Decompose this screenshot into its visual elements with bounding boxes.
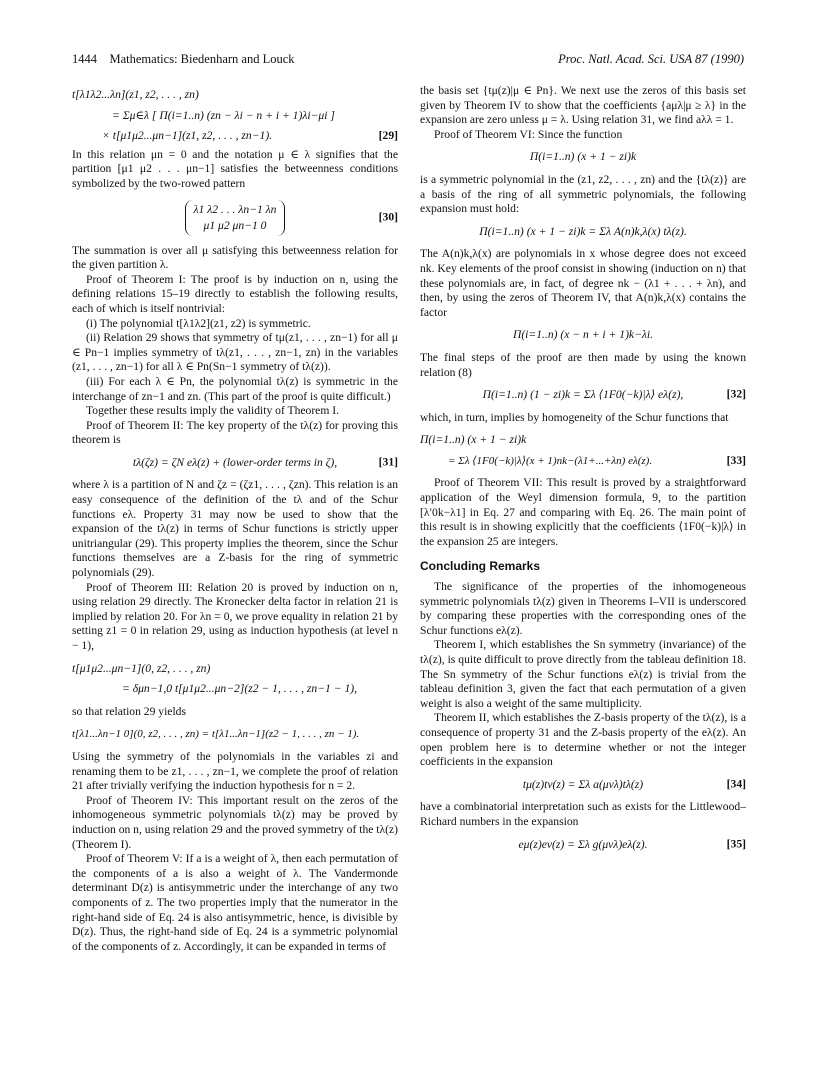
equation-expansion: Π(i=1..n) (x + 1 − zi)k = Σλ A(n)k,λ(x) tλ(z).: [479, 224, 687, 238]
eqA-line1: t[μ1μ2...μn−1](0, z2, . . . , zn): [72, 661, 211, 675]
eq30-number: [30]: [378, 210, 398, 224]
paragraph: is a symmetric polynomial in the (z1, z2, . . . , zn) and the {tλ(z)} are a basis of the ring of all symmetric polynomials, the following expansion must hold:: [420, 172, 746, 216]
equation-32: [420, 388, 746, 403]
eq32-number: [32]: [726, 388, 746, 402]
eqA-line2: = δμn−1,0 t[μ1μ2...μn−2](z2 − 1, . . . , zn−1 − 1),: [122, 682, 358, 696]
paragraph: The significance of the properties of the inhomogeneous symmetric polynomials tλ(z) given in Theorems I–VII is underscored by comparing these properties with the corresponding ones of the Schur functions eλ(z).: [420, 580, 746, 637]
paragraph: The A(n)k,λ(x) are polynomials in x whose degree does not exceed nk. Key elements of the proof consist in showing (induction on n) that these polynomials are, in fact, of degree nk − (λ1 + . . . + λn), and then, by using the zeros of Theorem IV, that A(n)k,λ(x) contains the factor: [420, 247, 746, 319]
page-number: 1444: [72, 52, 97, 66]
list-item: (i) The polynomial t[λ1λ2](z1, z2) is symmetric.: [86, 316, 311, 330]
equation-33: [420, 433, 746, 468]
eq33-line1: Π(i=1..n) (x + 1 − zi)k: [420, 433, 527, 447]
list-item: (iii) For each λ ∈ Pn, the polynomial tλ(z) is symmetric in the interchange of zn−1 and zn. (This part of the proof is quite difficult.): [72, 374, 398, 403]
eq29-line2: = Σμ∈λ [ Π(i=1..n) (zn − λi − n + i + 1)λi−μi ]: [112, 108, 335, 122]
eq33-line2: = Σλ ⟨1F0(−k)|λ⟩(x + 1)nk−(λ1+...+λn) eλ(z).: [448, 454, 653, 467]
eq31-number: [31]: [378, 455, 398, 469]
equation-factor: Π(i=1..n) (x − n + i + 1)k−λi.: [512, 328, 654, 342]
list-item: (ii) Relation 29 shows that symmetry of tμ(z1, . . . , zn−1) for all μ ∈ Pn−1 implies symmetry of tλ(z1, . . . , zn−1, zn) in the variables (z1, . . . , zn−1) for all λ ∈ Pn(Sn−1 symmetry of tλ(z)).: [72, 331, 398, 374]
eq35-number: [35]: [726, 837, 746, 851]
eq34-number: [34]: [726, 777, 746, 791]
paragraph: Using the symmetry of the polynomials in the variables zi and renaming them to be z1, . . . , zn−1, we complete the proof of relation 21 after trivially verifying the induction hypothesis for n = 2.: [72, 749, 398, 793]
paragraph: Theorem I, which establishes the Sn symmetry (invariance) of the tλ(z), is quite difficult to prove directly from the tableau definition 18. The Sn symmetry of the Schur functions eλ(z) is trivial from the tableau definition 3, given the fact that each permutation of a given weight is also a weight of the same multiplicity.: [420, 638, 746, 710]
paragraph: Proof of Theorem I: The proof is by induction on n, using the defining relations 15–19 directly to establish the following results, each of which is itself nontrivial:: [72, 272, 398, 315]
paragraph: Theorem II, which establishes the Z-basis property of the tλ(z), is a consequence of property 31 and the Z-basis property of the eλ(z). An open problem here is to determine whether or not the integer coefficients in the expansion: [420, 711, 746, 769]
equation-induction: [72, 662, 398, 697]
eq29-line3: × t[μ1μ2...μn−1](z1, z2, . . . , zn−1).: [102, 129, 273, 143]
left-column: [72, 84, 398, 954]
eq32-body: Π(i=1..n) (1 − zi)k = Σλ ⟨1F0(−k)|λ⟩ eλ(z),: [482, 388, 684, 402]
section-heading: Concluding Remarks: [420, 559, 541, 574]
paragraph: The final steps of the proof are then made by using the known relation (8): [420, 350, 746, 379]
paragraph: Proof of Theorem III: Relation 20 is proved by induction on n, using relation 29 directly. The Kronecker delta factor in relation 21 is implied by relation 20. For λn = 0, we prove equality in relation 21 by setting z1 = 0 in relation 29, using as induction hypothesis (at level n − 1),: [72, 580, 398, 652]
eq33-number: [33]: [726, 453, 746, 467]
eq29-line1: t[λ1λ2...λn](z1, z2, . . . , zn): [72, 88, 199, 101]
section-title: Mathematics: Biedenharn and Louck: [109, 52, 295, 66]
equation-yield: t[λ1...λn−1 0](0, z2, . . . , zn) = t[λ1...λn−1](z2 − 1, . . . , zn − 1).: [72, 728, 360, 741]
journal-citation: Proc. Natl. Acad. Sci. USA 87 (1990): [558, 52, 744, 66]
paragraph: the basis set {tμ(z)|μ ∈ Pn}. We next use the zeros of this basis set given by Theorem IV to show that the coefficients {aμλ|μ ≥ λ} in the expansion are zero unless μ = λ. Using relation 31, we find aλλ = 1.: [420, 84, 746, 127]
paragraph: Together these results imply the validity of Theorem I.: [86, 404, 340, 418]
equation-29: [72, 88, 398, 144]
eq29-number: [29]: [378, 129, 398, 143]
paragraph: Proof of Theorem VII: This result is proved by a straightforward application of the Weyl dimension formula, 9, to the partition [λ′0k−λ1] in Eq. 27 and comparing with Eq. 26. The main point of this result is in showing explicitly that the coefficients ⟨1F0(−k)|λ⟩ in the expansion 25 are integers.: [420, 476, 746, 548]
equation-34: [420, 778, 746, 793]
paragraph: Proof of Theorem V: If a is a weight of λ, then each permutation of the components of a is also a weight of λ. The Vandermonde determinant D(z) is antisymmetric under the interchange of any two components of z. The two properties imply that the numerator in the right-hand side of Eq. 24 is also antisymmetric, hence, is divisible by D(z). Thus, the right-hand side of Eq. 24 is a symmetric polynomial of the components of z. Accordingly, it can be expanded in terms of: [72, 852, 398, 953]
paragraph: Proof of Theorem II: The key property of the tλ(z) for proving this theorem is: [72, 418, 398, 447]
paragraph: The summation is over all μ satisfying this betweenness relation for the given partition λ.: [72, 243, 398, 272]
eq35-body: eμ(z)eν(z) = Σλ g(μνλ)eλ(z).: [518, 837, 648, 851]
paragraph: Proof of Theorem VI: Since the function: [434, 127, 623, 141]
paragraph: Proof of Theorem IV: This important result on the zeros of the inhomogeneous symmetric polynomials tλ(z) may be proved by induction on n, using relation 29 and the proved symmetry of the tλ(z) (Theorem I).: [72, 793, 398, 851]
eq34-body: tμ(z)tν(z) = Σλ a(μνλ)tλ(z): [522, 777, 644, 791]
pattern-row-2: μ1 μ2 μn−1 0: [203, 218, 267, 232]
equation-31: [72, 456, 398, 471]
paragraph: where λ is a partition of N and ζz = (ζz1, . . . , ζzn). This relation is an easy consequence of the definition of the tλ and of the Schur functions eλ. Property 31 may now be used to show that the expansion of the tλ(z) in terms of Schur functions is strictly upper unitriangular (29). This property implies the theorem, since the Schur functions themselves are a Z-basis for the ring of symmetric polynomials (29).: [72, 478, 398, 580]
eq31-body: tλ(ζz) = ζN eλ(z) + (lower-order terms in ζ),: [132, 455, 338, 469]
paragraph: which, in turn, implies by homogeneity of the Schur functions that: [420, 410, 729, 424]
page-header-left: [72, 52, 295, 67]
paragraph: have a combinatorial interpretation such as exists for the Littlewood–Richard numbers in the expansion: [420, 800, 746, 828]
equation-product: Π(i=1..n) (x + 1 − zi)k: [529, 150, 637, 164]
paragraph: In this relation μn = 0 and the notation μ ∈ λ signifies that the partition [μ1 μ2 . . . μn−1] satisfies the betweenness conditions symbolized by the two-rowed pattern: [72, 147, 398, 190]
two-row-pattern: [185, 200, 286, 236]
equation-30: [72, 200, 398, 236]
pattern-row-1: λ1 λ2 . . . λn−1 λn: [193, 202, 277, 216]
paragraph: so that relation 29 yields: [72, 704, 186, 718]
right-column: [420, 84, 746, 860]
equation-35: [420, 838, 746, 853]
